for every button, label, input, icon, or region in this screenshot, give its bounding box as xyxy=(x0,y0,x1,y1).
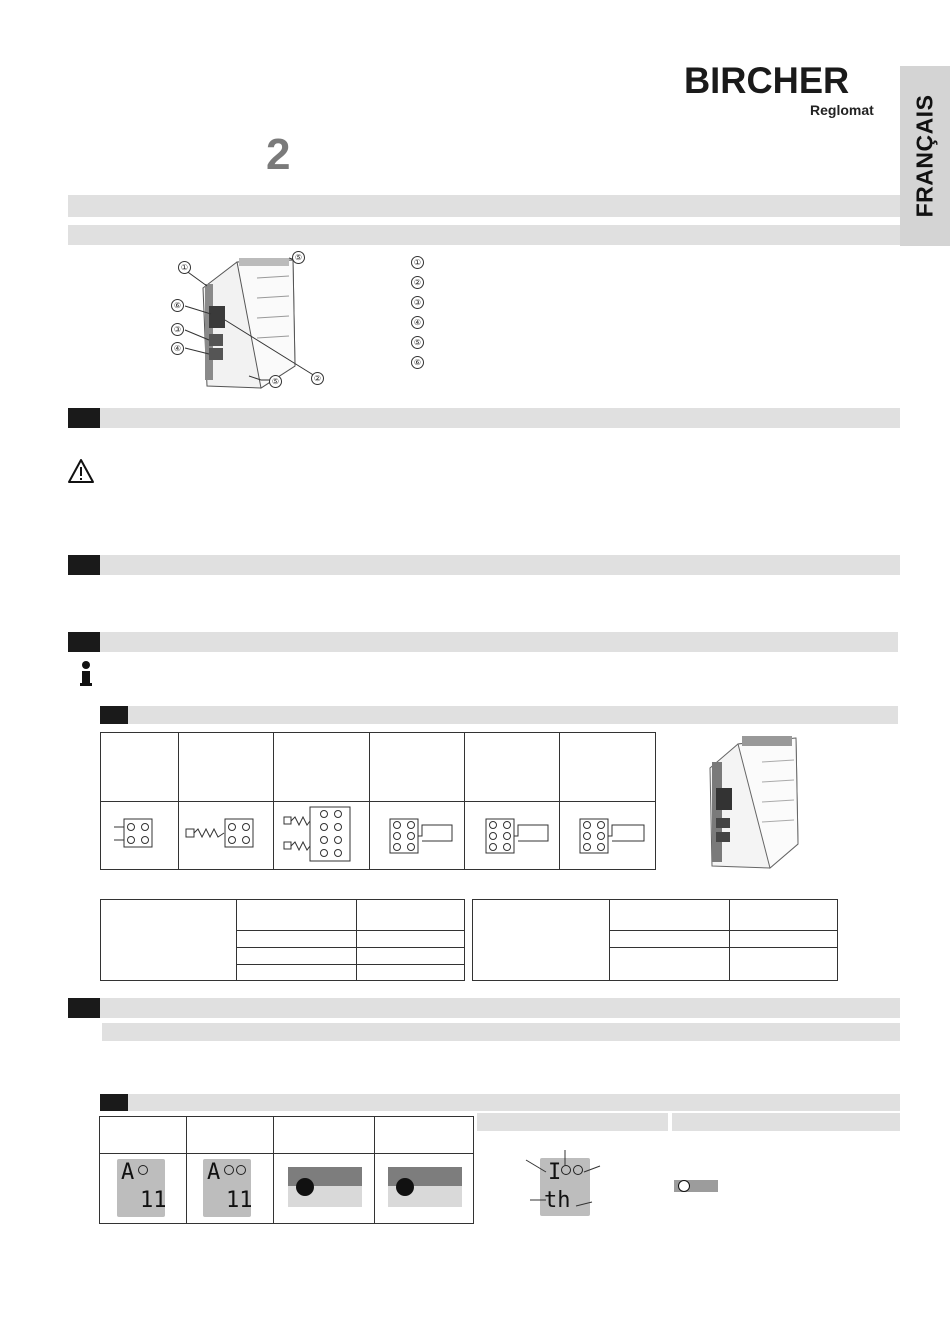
table-header-cell xyxy=(187,1117,274,1154)
lcd-top-char: A xyxy=(207,1160,221,1185)
table-cell xyxy=(610,948,730,981)
legend-marker-5: ⑤ xyxy=(411,336,424,349)
table-header-cell xyxy=(464,733,559,802)
lcd-bottom-value: 11 xyxy=(226,1188,253,1213)
lcd-indicator-dot xyxy=(224,1165,234,1175)
subtitle-bar xyxy=(68,225,900,245)
table-cell xyxy=(357,948,465,965)
table-header-cell xyxy=(101,733,179,802)
table-cell xyxy=(730,900,838,931)
device-photo xyxy=(700,732,810,874)
legend-marker-6: ⑥ xyxy=(411,356,424,369)
data-table-right xyxy=(472,899,838,981)
led-panel xyxy=(288,1167,362,1207)
wiring-diagram xyxy=(100,801,656,869)
section-bar xyxy=(100,408,900,428)
brand-subtitle: Reglomat xyxy=(810,102,874,118)
table-cell xyxy=(730,948,838,981)
lcd-indicator-dot xyxy=(138,1165,148,1175)
table-cell xyxy=(237,900,357,931)
table-header-cell xyxy=(560,733,656,802)
table-cell xyxy=(610,931,730,948)
table-cell xyxy=(357,931,465,948)
legend-marker-4: ④ xyxy=(411,316,424,329)
column-header-bar xyxy=(672,1113,900,1131)
section-bar xyxy=(100,632,898,652)
brand-name: BIRCHER xyxy=(684,60,850,101)
table-header-cell xyxy=(100,1117,187,1154)
section-marker xyxy=(68,998,100,1018)
callout-marker-5: ⑤ xyxy=(292,251,305,264)
display-diagram-top-char: I xyxy=(548,1160,562,1185)
table-header-cell xyxy=(274,733,369,802)
table-cell xyxy=(610,900,730,931)
table-cell xyxy=(237,948,357,965)
led-panel xyxy=(388,1167,462,1207)
subsection-bar xyxy=(128,706,898,724)
subsection-marker xyxy=(100,706,128,724)
section-marker xyxy=(68,632,100,652)
section-marker xyxy=(68,555,100,575)
callout-marker-6: ⑥ xyxy=(171,299,184,312)
callout-marker-3: ③ xyxy=(171,323,184,336)
lcd-top-char: A xyxy=(121,1160,135,1185)
legend-marker-2: ② xyxy=(411,276,424,289)
section-bar xyxy=(100,555,900,575)
display-diagram-bottom-text: th xyxy=(544,1188,571,1213)
callout-marker-2: ② xyxy=(311,372,324,385)
callout-marker-4: ④ xyxy=(171,342,184,355)
warning-triangle-icon xyxy=(67,458,95,484)
led-dot xyxy=(296,1178,314,1196)
page-title-number: 2 xyxy=(266,130,291,179)
table-cell xyxy=(730,931,838,948)
table-header-cell xyxy=(369,733,464,802)
table-header-cell xyxy=(375,1117,474,1154)
language-tab-label: FRANÇAIS xyxy=(911,94,938,218)
device-illustration xyxy=(165,248,335,396)
legend-marker-3: ③ xyxy=(411,296,424,309)
lcd-bottom-value: 11 xyxy=(140,1188,167,1213)
brand-logo xyxy=(684,60,849,102)
callout-marker-1: ① xyxy=(178,261,191,274)
indicator-led xyxy=(678,1180,690,1192)
table-cell xyxy=(357,965,465,981)
table-cell xyxy=(237,965,357,981)
title-bar xyxy=(68,195,900,217)
display-diagram-leaders xyxy=(520,1148,610,1218)
indicator-swatch xyxy=(674,1180,718,1192)
subsection-marker xyxy=(100,1094,128,1111)
table-header-cell xyxy=(274,1117,375,1154)
legend-marker-1: ① xyxy=(411,256,424,269)
data-table-left xyxy=(100,899,465,981)
info-icon xyxy=(78,660,96,688)
table-cell xyxy=(101,900,237,981)
section-bar xyxy=(100,998,900,1018)
subsection-bar xyxy=(128,1094,900,1111)
section-marker xyxy=(68,408,100,428)
table-cell xyxy=(473,900,610,981)
lcd-indicator-dot xyxy=(236,1165,246,1175)
table-header-cell xyxy=(178,733,273,802)
callout-marker-5b: ⑤ xyxy=(269,375,282,388)
column-header-bar xyxy=(477,1113,668,1131)
subsection-bar xyxy=(102,1023,900,1041)
table-cell xyxy=(237,931,357,948)
table-cell xyxy=(357,900,465,931)
led-dot xyxy=(396,1178,414,1196)
